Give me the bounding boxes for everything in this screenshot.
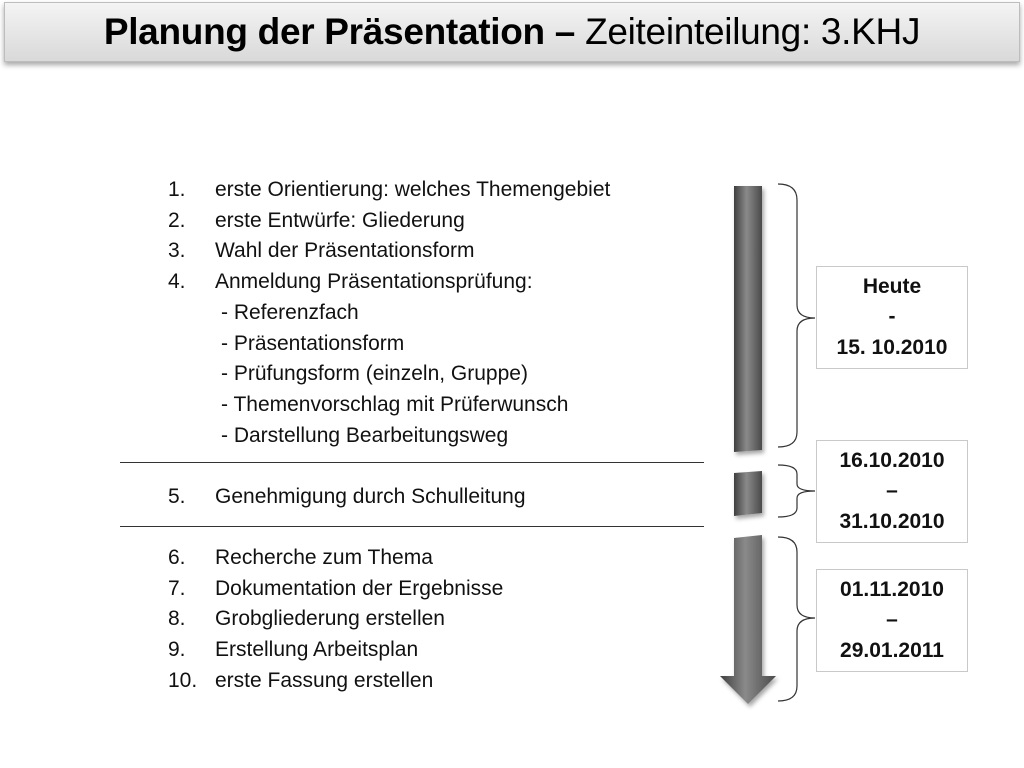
date-line: 15. 10.2010 [836,335,948,359]
arrow-segment-3 [720,535,776,704]
item-number: 1. [168,178,186,201]
date-line: 16.10.2010 [839,448,945,472]
title-bold: Planung der Präsentation – [103,11,576,52]
item-text: erste Fassung erstellen [215,668,434,692]
title-regular: Zeiteinteilung: 3.KHJ [585,11,921,52]
item-number: 10. [168,668,198,692]
brace-phase1 [778,184,815,447]
item-text: Anmeldung Präsentationsprüfung: [215,270,533,294]
sub-item: - Prüfungsform (einzeln, Gruppe) [221,362,528,386]
sub-item: - Themenvorschlag mit Prüferwunsch [221,392,569,416]
item-number: 5. [168,485,186,508]
item-number: 4. [168,270,186,294]
sub-item: - Präsentationsform [221,331,405,355]
item-text: Genehmigung durch Schulleitung [215,485,526,508]
item-number: 7. [168,576,186,600]
item-number: 9. [168,638,186,662]
item-number: 6. [168,546,186,569]
date-box-phase3 [816,569,968,672]
item-number: 3. [168,239,186,263]
item-text: Dokumentation der Ergebnisse [215,576,504,600]
brace-phase3 [778,537,815,701]
item-text: Recherche zum Thema [215,546,433,569]
date-line: 01.11.2010 [840,577,944,601]
brace-phase2 [778,465,815,517]
item-text: erste Orientierung: welches Themengebiet [215,178,611,201]
date-box-phase1 [816,266,968,369]
date-line: Heute [862,274,922,298]
date-line: 29.01.2011 [840,638,944,662]
item-number: 8. [168,607,186,631]
arrow-segment-2 [734,471,762,516]
item-number: 2. [168,208,186,232]
item-text: Grobgliederung erstellen [215,607,445,631]
arrow-segment-1 [734,186,762,452]
date-line: 31.10.2010 [839,509,945,533]
timeline-braces [778,184,815,701]
item-text: erste Entwürfe: Gliederung [215,208,465,232]
sub-item: - Darstellung Bearbeitungsweg [221,423,509,447]
date-line: – [886,608,898,632]
timeline-arrow [720,186,776,704]
date-line: - [888,305,896,329]
item-text: Wahl der Präsentationsform [215,239,475,263]
date-box-phase2 [816,440,968,543]
sub-item: - Referenzfach [221,300,359,324]
date-line: – [886,479,898,503]
item-text: Erstellung Arbeitsplan [215,638,419,662]
